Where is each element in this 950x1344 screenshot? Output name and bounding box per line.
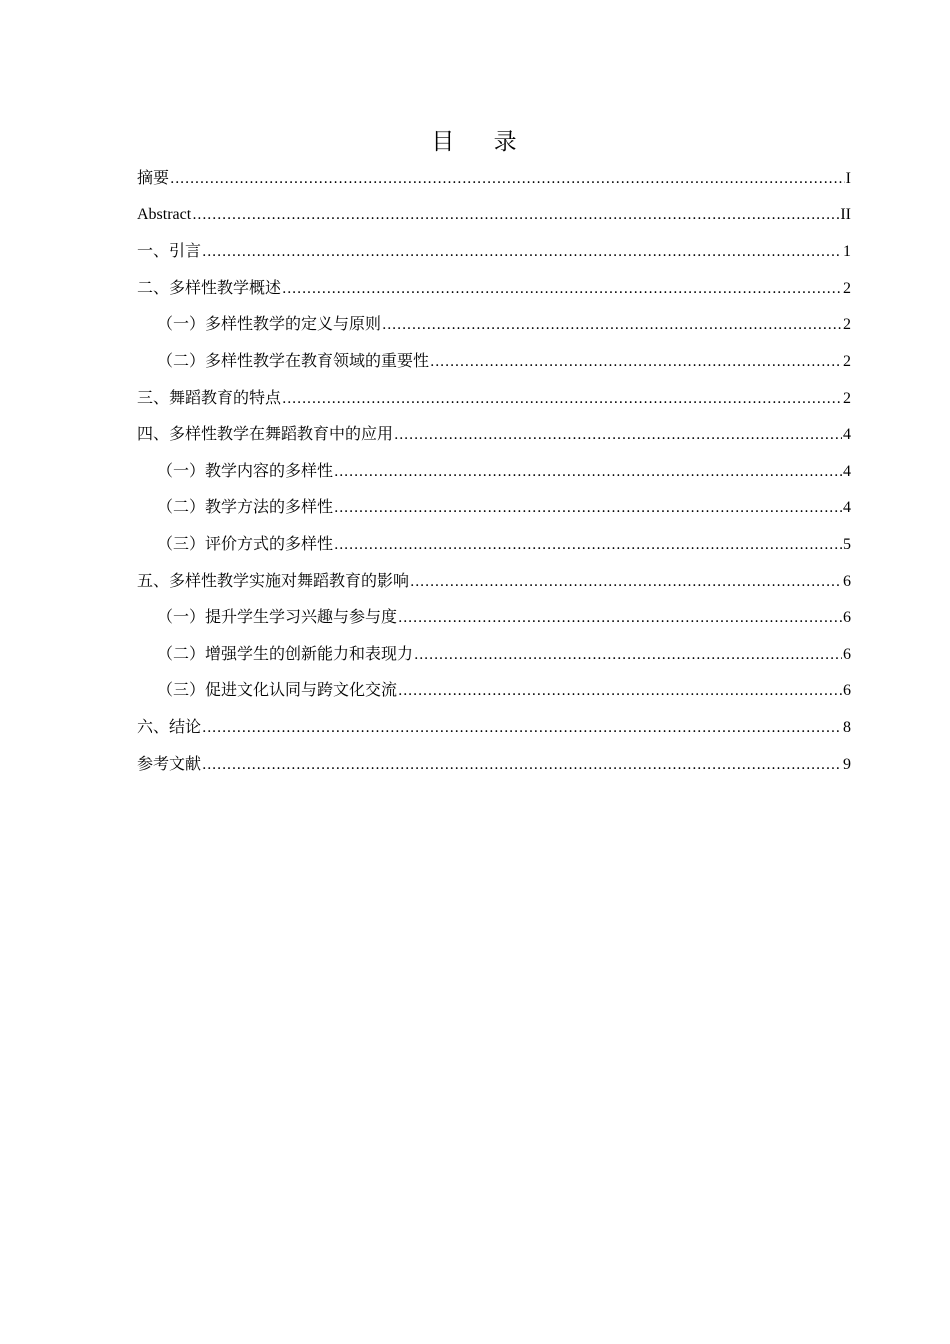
toc-entry-section-5-1[interactable] (137, 599, 851, 636)
toc-entry-section-4-2[interactable] (137, 489, 851, 526)
toc-entry-label: 参考文献 (137, 753, 202, 773)
toc-entry-page: II (840, 205, 851, 223)
toc-leader-dots (398, 600, 842, 637)
toc-entry-page: 2 (843, 352, 851, 370)
toc-entry-label: 一、引言 (137, 241, 202, 261)
toc-entry-chapter-5[interactable] (137, 563, 851, 600)
toc-entry-page: 9 (843, 755, 851, 773)
toc-entry-introduction[interactable] (137, 233, 851, 270)
toc-leader-dots (334, 527, 842, 564)
toc-entry-section-5-2[interactable] (137, 636, 851, 673)
toc-entry-page: 4 (843, 426, 851, 444)
toc-leader-dots (382, 307, 842, 344)
toc-leader-dots (202, 710, 842, 747)
toc-leader-dots (334, 454, 842, 491)
toc-leader-dots (282, 381, 842, 418)
toc-entry-abstract-cn[interactable] (137, 160, 851, 197)
toc-leader-dots (202, 234, 842, 271)
toc-entry-chapter-4[interactable] (137, 416, 851, 453)
toc-entry-references[interactable] (137, 746, 851, 783)
toc-entry-abstract-en[interactable] (137, 197, 851, 234)
toc-title: 目 录 (431, 129, 533, 155)
toc-entry-label: 六、结论 (137, 716, 202, 736)
toc-entry-page: 2 (843, 389, 851, 407)
toc-entry-section-2-1[interactable] (137, 306, 851, 343)
toc-entry-label: 摘要 (137, 168, 170, 187)
toc-entry-page: 6 (843, 572, 851, 590)
toc-leader-dots (410, 564, 842, 601)
toc-entry-page: 1 (843, 243, 851, 261)
toc-entry-page: 4 (843, 462, 851, 480)
toc-entry-label: （二）多样性教学在教育领域的重要性 (157, 350, 430, 370)
toc-entry-chapter-3[interactable] (137, 380, 851, 417)
toc-leader-dots (192, 197, 839, 234)
toc-entry-label: 五、多样性教学实施对舞蹈教育的影响 (137, 570, 410, 590)
toc-entry-page: 6 (843, 682, 851, 700)
toc-leader-dots (282, 271, 842, 308)
toc-entry-label: （二）增强学生的创新能力和表现力 (157, 643, 414, 663)
toc-entry-label: （一）多样性教学的定义与原则 (157, 314, 382, 334)
toc-entry-conclusion[interactable] (137, 709, 851, 746)
toc-entry-label: （一）教学内容的多样性 (157, 460, 334, 480)
toc-leader-dots (334, 490, 842, 527)
toc-entry-page: 8 (843, 718, 851, 736)
toc-entry-section-4-3[interactable] (137, 526, 851, 563)
toc-entry-chapter-2[interactable] (137, 270, 851, 307)
toc-leader-dots (430, 344, 842, 381)
toc-entry-page: I (845, 170, 851, 187)
toc-entry-page: 5 (843, 535, 851, 553)
toc-entry-page: 6 (843, 609, 851, 627)
toc-entry-label: （三）评价方式的多样性 (157, 533, 334, 553)
toc-entry-label: 三、舞蹈教育的特点 (137, 387, 282, 407)
toc-leader-dots (394, 417, 842, 454)
toc-leader-dots (398, 673, 842, 710)
toc-entry-section-4-1[interactable] (137, 453, 851, 490)
toc-entry-label: 四、多样性教学在舞蹈教育中的应用 (137, 424, 394, 444)
toc-entry-page: 2 (843, 316, 851, 334)
toc-entry-label: 二、多样性教学概述 (137, 277, 282, 297)
toc-list (137, 160, 851, 782)
toc-entry-label: （二）教学方法的多样性 (157, 497, 334, 517)
toc-entry-label: （一）提升学生学习兴趣与参与度 (157, 607, 398, 627)
toc-leader-dots (170, 161, 845, 198)
toc-leader-dots (414, 637, 842, 674)
toc-entry-page: 4 (843, 499, 851, 517)
toc-entry-page: 6 (843, 645, 851, 663)
toc-entry-label: Abstract (137, 205, 192, 223)
toc-leader-dots (202, 747, 842, 784)
toc-entry-section-2-2[interactable] (137, 343, 851, 380)
toc-entry-page: 2 (843, 279, 851, 297)
toc-entry-label: （三）促进文化认同与跨文化交流 (157, 680, 398, 700)
toc-entry-section-5-3[interactable] (137, 672, 851, 709)
